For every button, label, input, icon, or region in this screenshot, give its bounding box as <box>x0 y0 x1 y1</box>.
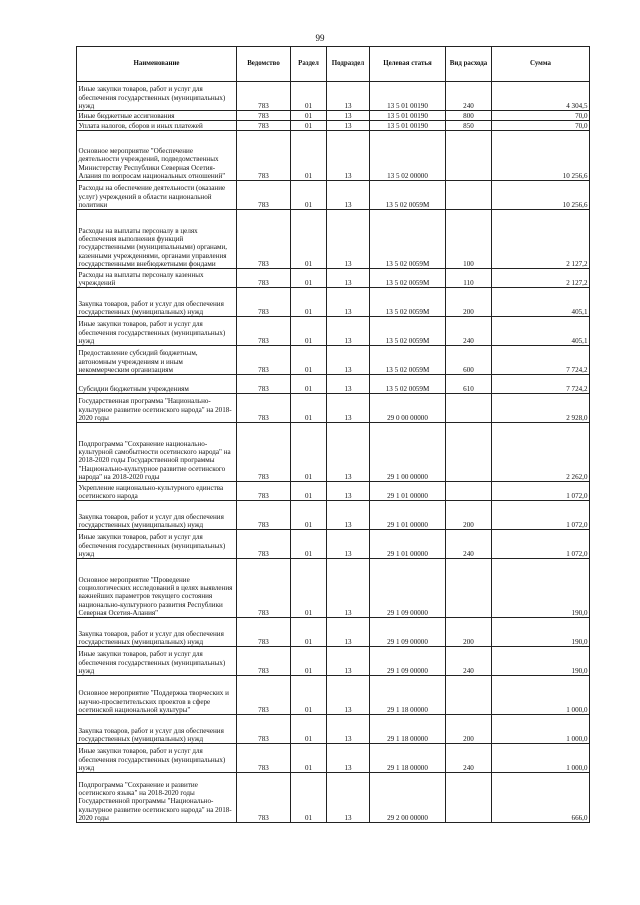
row-target-article: 13 5 01 00190 <box>370 111 446 121</box>
table-row <box>77 559 590 618</box>
row-expense-type: 240 <box>446 530 492 559</box>
row-target-article: 29 1 09 00000 <box>370 647 446 676</box>
row-amount: 190,0 <box>492 559 590 618</box>
row-subsection: 13 <box>327 559 370 618</box>
row-target-article: 29 1 09 00000 <box>370 618 446 647</box>
row-subsection: 13 <box>327 82 370 111</box>
row-department: 783 <box>237 181 291 210</box>
row-department: 783 <box>237 269 291 288</box>
row-expense-type: 800 <box>446 111 492 121</box>
table-row <box>77 288 590 317</box>
table-row <box>77 131 590 181</box>
row-amount: 70,0 <box>492 121 590 131</box>
row-department: 783 <box>237 210 291 269</box>
row-department: 783 <box>237 131 291 181</box>
row-target-article: 13 5 02 0059М <box>370 181 446 210</box>
header-amount: Сумма <box>492 47 590 82</box>
row-department: 783 <box>237 111 291 121</box>
row-amount: 1 072,0 <box>492 482 590 501</box>
row-department: 783 <box>237 647 291 676</box>
row-department: 783 <box>237 288 291 317</box>
row-section: 01 <box>291 131 327 181</box>
table-row <box>77 121 590 131</box>
row-amount: 190,0 <box>492 618 590 647</box>
row-target-article: 13 5 02 0059М <box>370 346 446 375</box>
row-target-article: 29 0 00 00000 <box>370 394 446 423</box>
row-section: 01 <box>291 82 327 111</box>
row-subsection: 13 <box>327 530 370 559</box>
row-amount: 666,0 <box>492 773 590 823</box>
row-subsection: 13 <box>327 375 370 394</box>
row-amount: 405,1 <box>492 288 590 317</box>
row-subsection: 13 <box>327 181 370 210</box>
row-target-article: 13 5 02 0059М <box>370 317 446 346</box>
row-amount: 2 262,0 <box>492 423 590 482</box>
row-section: 01 <box>291 317 327 346</box>
row-name: Основное мероприятие "Проведение социологических исследований в целях выявления важнейших параметров текущего состояния национально-культурного развития Республики Северная Осетия-Алания" <box>77 559 237 618</box>
row-department: 783 <box>237 394 291 423</box>
row-expense-type <box>446 676 492 715</box>
row-name: Расходы на выплаты персоналу казенных учреждений <box>77 269 237 288</box>
row-amount: 1 072,0 <box>492 530 590 559</box>
row-target-article: 29 1 09 00000 <box>370 559 446 618</box>
row-target-article: 29 1 00 00000 <box>370 423 446 482</box>
row-subsection: 13 <box>327 394 370 423</box>
row-name: Основное мероприятие "Обеспечение деятельности учреждений, подведомственных Министерству Республики Северная Осетия-Алания по вопросам национальных отношений" <box>77 131 237 181</box>
row-subsection: 13 <box>327 346 370 375</box>
row-subsection: 13 <box>327 210 370 269</box>
table-header <box>77 47 590 82</box>
row-department: 783 <box>237 530 291 559</box>
row-amount: 1 000,0 <box>492 676 590 715</box>
row-amount: 1 000,0 <box>492 715 590 744</box>
row-subsection: 13 <box>327 482 370 501</box>
row-target-article: 13 5 01 00190 <box>370 82 446 111</box>
row-subsection: 13 <box>327 121 370 131</box>
row-department: 783 <box>237 744 291 773</box>
row-name: Предоставление субсидий бюджетным, автономным учреждениям и иным некоммерческим организациям <box>77 346 237 375</box>
row-section: 01 <box>291 501 327 530</box>
table-row <box>77 181 590 210</box>
row-target-article: 29 1 18 00000 <box>370 676 446 715</box>
row-amount: 4 304,5 <box>492 82 590 111</box>
row-amount: 10 256,6 <box>492 181 590 210</box>
row-name: Укрепление национально-культурного единства осетинского народа <box>77 482 237 501</box>
row-department: 783 <box>237 618 291 647</box>
row-name: Государственная программа "Национально-культурное развитие осетинского народа" на 2018-2020 годы <box>77 394 237 423</box>
table-row <box>77 647 590 676</box>
row-amount: 1 072,0 <box>492 501 590 530</box>
row-department: 783 <box>237 82 291 111</box>
row-target-article: 29 1 18 00000 <box>370 715 446 744</box>
table-row <box>77 394 590 423</box>
row-section: 01 <box>291 210 327 269</box>
row-subsection: 13 <box>327 317 370 346</box>
row-department: 783 <box>237 773 291 823</box>
header-section: Раздел <box>291 47 327 82</box>
row-amount: 190,0 <box>492 647 590 676</box>
row-name: Подпрограмма "Сохранение и развитие осетинского языка" на 2018-2020 годы Государственной программы "Национально-культурное развитие осетинского народа" на 2018-2020 годы <box>77 773 237 823</box>
row-department: 783 <box>237 676 291 715</box>
row-subsection: 13 <box>327 269 370 288</box>
row-name: Иные закупки товаров, работ и услуг для обеспечения государственных (муниципальных) нужд <box>77 744 237 773</box>
row-target-article: 13 5 02 0059М <box>370 375 446 394</box>
table-row <box>77 317 590 346</box>
table-row <box>77 744 590 773</box>
row-amount: 2 127,2 <box>492 269 590 288</box>
row-name: Расходы на выплаты персоналу в целях обеспечения выполнения функций государственными (муниципальными) органами, казенными учреждениями, органами управления государственными внебюджетными фондами <box>77 210 237 269</box>
row-subsection: 13 <box>327 423 370 482</box>
row-expense-type: 240 <box>446 82 492 111</box>
row-section: 01 <box>291 559 327 618</box>
row-subsection: 13 <box>327 647 370 676</box>
row-name: Подпрограмма "Сохранение национально-культурной самобытности осетинского народа" на 2018-2020 годы Государственной программы "Национально-культурное развитие осетинского народа" на 2018-2020 годы <box>77 423 237 482</box>
row-name: Закупка товаров, работ и услуг для обеспечения государственных (муниципальных) нужд <box>77 501 237 530</box>
table-row <box>77 618 590 647</box>
table-row <box>77 269 590 288</box>
row-expense-type: 850 <box>446 121 492 131</box>
row-department: 783 <box>237 715 291 744</box>
header-subsection: Подраздел <box>327 47 370 82</box>
row-target-article: 13 5 02 00000 <box>370 131 446 181</box>
row-department: 783 <box>237 482 291 501</box>
table-row <box>77 501 590 530</box>
row-name: Субсидии бюджетным учреждениям <box>77 375 237 394</box>
header-target-article: Целевая статья <box>370 47 446 82</box>
row-department: 783 <box>237 501 291 530</box>
row-expense-type: 600 <box>446 346 492 375</box>
row-target-article: 29 1 01 00000 <box>370 530 446 559</box>
row-expense-type: 240 <box>446 647 492 676</box>
table-row <box>77 773 590 823</box>
row-target-article: 29 1 01 00000 <box>370 501 446 530</box>
row-section: 01 <box>291 647 327 676</box>
row-expense-type <box>446 131 492 181</box>
row-amount: 7 724,2 <box>492 375 590 394</box>
table-row <box>77 423 590 482</box>
row-amount: 1 000,0 <box>492 744 590 773</box>
table-row <box>77 111 590 121</box>
row-expense-type: 200 <box>446 288 492 317</box>
row-section: 01 <box>291 715 327 744</box>
row-target-article: 29 2 00 00000 <box>370 773 446 823</box>
row-amount: 10 256,6 <box>492 131 590 181</box>
row-section: 01 <box>291 346 327 375</box>
table-row <box>77 676 590 715</box>
row-name: Закупка товаров, работ и услуг для обеспечения государственных (муниципальных) нужд <box>77 715 237 744</box>
row-amount: 405,1 <box>492 317 590 346</box>
row-section: 01 <box>291 423 327 482</box>
row-section: 01 <box>291 288 327 317</box>
row-name: Основное мероприятие "Поддержка творческих и научно-просветительских проектов в сфере осетинской национальной культуры" <box>77 676 237 715</box>
row-name: Иные закупки товаров, работ и услуг для обеспечения государственных (муниципальных) нужд <box>77 530 237 559</box>
row-subsection: 13 <box>327 715 370 744</box>
row-name: Расходы на обеспечение деятельности (оказание услуг) учреждений в области национальной политики <box>77 181 237 210</box>
row-name: Уплата налогов, сборов и иных платежей <box>77 121 237 131</box>
table-row <box>77 210 590 269</box>
row-target-article: 13 5 02 0059М <box>370 288 446 317</box>
row-subsection: 13 <box>327 618 370 647</box>
row-target-article: 13 5 02 0059М <box>370 269 446 288</box>
row-subsection: 13 <box>327 744 370 773</box>
row-expense-type: 240 <box>446 317 492 346</box>
row-expense-type <box>446 181 492 210</box>
row-name: Иные закупки товаров, работ и услуг для обеспечения государственных (муниципальных) нужд <box>77 647 237 676</box>
row-section: 01 <box>291 618 327 647</box>
row-subsection: 13 <box>327 288 370 317</box>
header-row <box>77 47 590 82</box>
row-section: 01 <box>291 744 327 773</box>
row-amount: 70,0 <box>492 111 590 121</box>
row-department: 783 <box>237 317 291 346</box>
row-section: 01 <box>291 676 327 715</box>
row-name: Закупка товаров, работ и услуг для обеспечения государственных (муниципальных) нужд <box>77 288 237 317</box>
row-target-article: 13 5 02 0059М <box>370 210 446 269</box>
row-section: 01 <box>291 394 327 423</box>
row-department: 783 <box>237 375 291 394</box>
row-department: 783 <box>237 559 291 618</box>
row-expense-type: 240 <box>446 744 492 773</box>
row-section: 01 <box>291 773 327 823</box>
row-section: 01 <box>291 530 327 559</box>
row-expense-type <box>446 559 492 618</box>
row-section: 01 <box>291 482 327 501</box>
row-subsection: 13 <box>327 501 370 530</box>
row-expense-type <box>446 482 492 501</box>
row-expense-type <box>446 423 492 482</box>
row-name: Иные бюджетные ассигнования <box>77 111 237 121</box>
table-row <box>77 346 590 375</box>
row-subsection: 13 <box>327 111 370 121</box>
row-section: 01 <box>291 121 327 131</box>
table-row <box>77 715 590 744</box>
row-department: 783 <box>237 423 291 482</box>
row-expense-type: 200 <box>446 501 492 530</box>
row-target-article: 29 1 01 00000 <box>370 482 446 501</box>
row-department: 783 <box>237 121 291 131</box>
row-name: Иные закупки товаров, работ и услуг для обеспечения государственных (муниципальных) нужд <box>77 82 237 111</box>
table-row <box>77 482 590 501</box>
row-section: 01 <box>291 181 327 210</box>
row-expense-type: 110 <box>446 269 492 288</box>
header-department: Ведомство <box>237 47 291 82</box>
row-target-article: 13 5 01 00190 <box>370 121 446 131</box>
row-expense-type <box>446 394 492 423</box>
table-body <box>77 82 590 823</box>
row-section: 01 <box>291 111 327 121</box>
row-amount: 2 127,2 <box>492 210 590 269</box>
row-section: 01 <box>291 269 327 288</box>
row-subsection: 13 <box>327 131 370 181</box>
row-name: Иные закупки товаров, работ и услуг для обеспечения государственных (муниципальных) нужд <box>77 317 237 346</box>
table-row <box>77 375 590 394</box>
row-expense-type <box>446 773 492 823</box>
row-expense-type: 100 <box>446 210 492 269</box>
row-subsection: 13 <box>327 773 370 823</box>
table-row <box>77 530 590 559</box>
header-name: Наименование <box>77 47 237 82</box>
header-expense-type: Вид расхода <box>446 47 492 82</box>
row-expense-type: 200 <box>446 618 492 647</box>
row-subsection: 13 <box>327 676 370 715</box>
row-target-article: 29 1 18 00000 <box>370 744 446 773</box>
row-amount: 2 928,0 <box>492 394 590 423</box>
row-section: 01 <box>291 375 327 394</box>
row-expense-type: 200 <box>446 715 492 744</box>
budget-table <box>76 46 590 823</box>
row-expense-type: 610 <box>446 375 492 394</box>
row-department: 783 <box>237 346 291 375</box>
table-row <box>77 82 590 111</box>
page-number: 99 <box>315 33 325 43</box>
row-name: Закупка товаров, работ и услуг для обеспечения государственных (муниципальных) нужд <box>77 618 237 647</box>
row-amount: 7 724,2 <box>492 346 590 375</box>
